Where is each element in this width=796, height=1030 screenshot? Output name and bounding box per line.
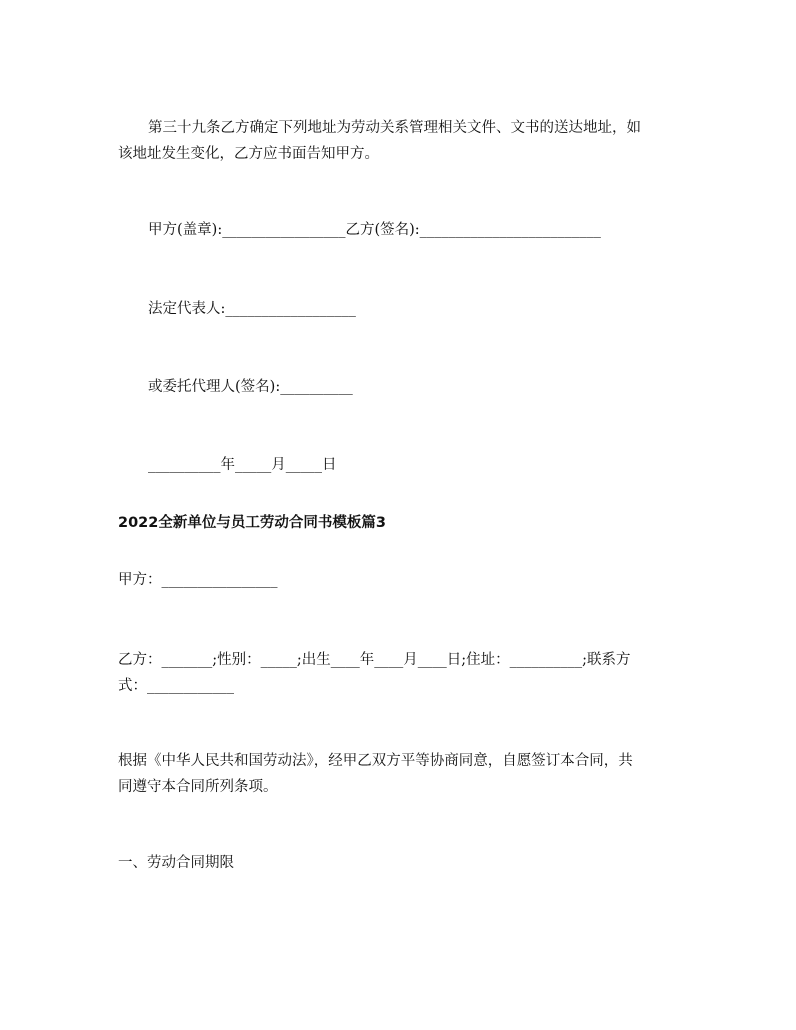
agent-signature-line: 或委托代理人(签名):__________ — [148, 379, 353, 395]
article-39-line-1: 第三十九条乙方确定下列地址为劳动关系管理相关文件、文书的送达地址，如 — [148, 120, 641, 136]
date-line: __________年_____月_____日 — [148, 457, 337, 473]
article-39-line-2: 该地址发生变化，乙方应书面告知甲方。 — [118, 146, 379, 162]
basis-line-1: 根据《中华人民共和国劳动法》，经甲乙双方平等协商同意，自愿签订本合同，共 — [118, 753, 633, 769]
party-a-line: 甲方：________________ — [118, 572, 278, 588]
basis-line-2: 同遵守本合同所列条项。 — [118, 779, 278, 795]
clause-1-heading: 一、劳动合同期限 — [118, 855, 234, 871]
section-title: 2022全新单位与员工劳动合同书模板篇3 — [118, 515, 386, 531]
party-b-line-1: 乙方：_______;性别：_____;出生____年____月____日;住址：__________;联系方 — [118, 652, 631, 668]
signature-line: 甲方(盖章):_________________乙方(签名):_________________________ — [148, 222, 601, 238]
legal-representative-line: 法定代表人:__________________ — [148, 301, 356, 317]
party-b-line-2: 式：____________ — [118, 678, 234, 694]
